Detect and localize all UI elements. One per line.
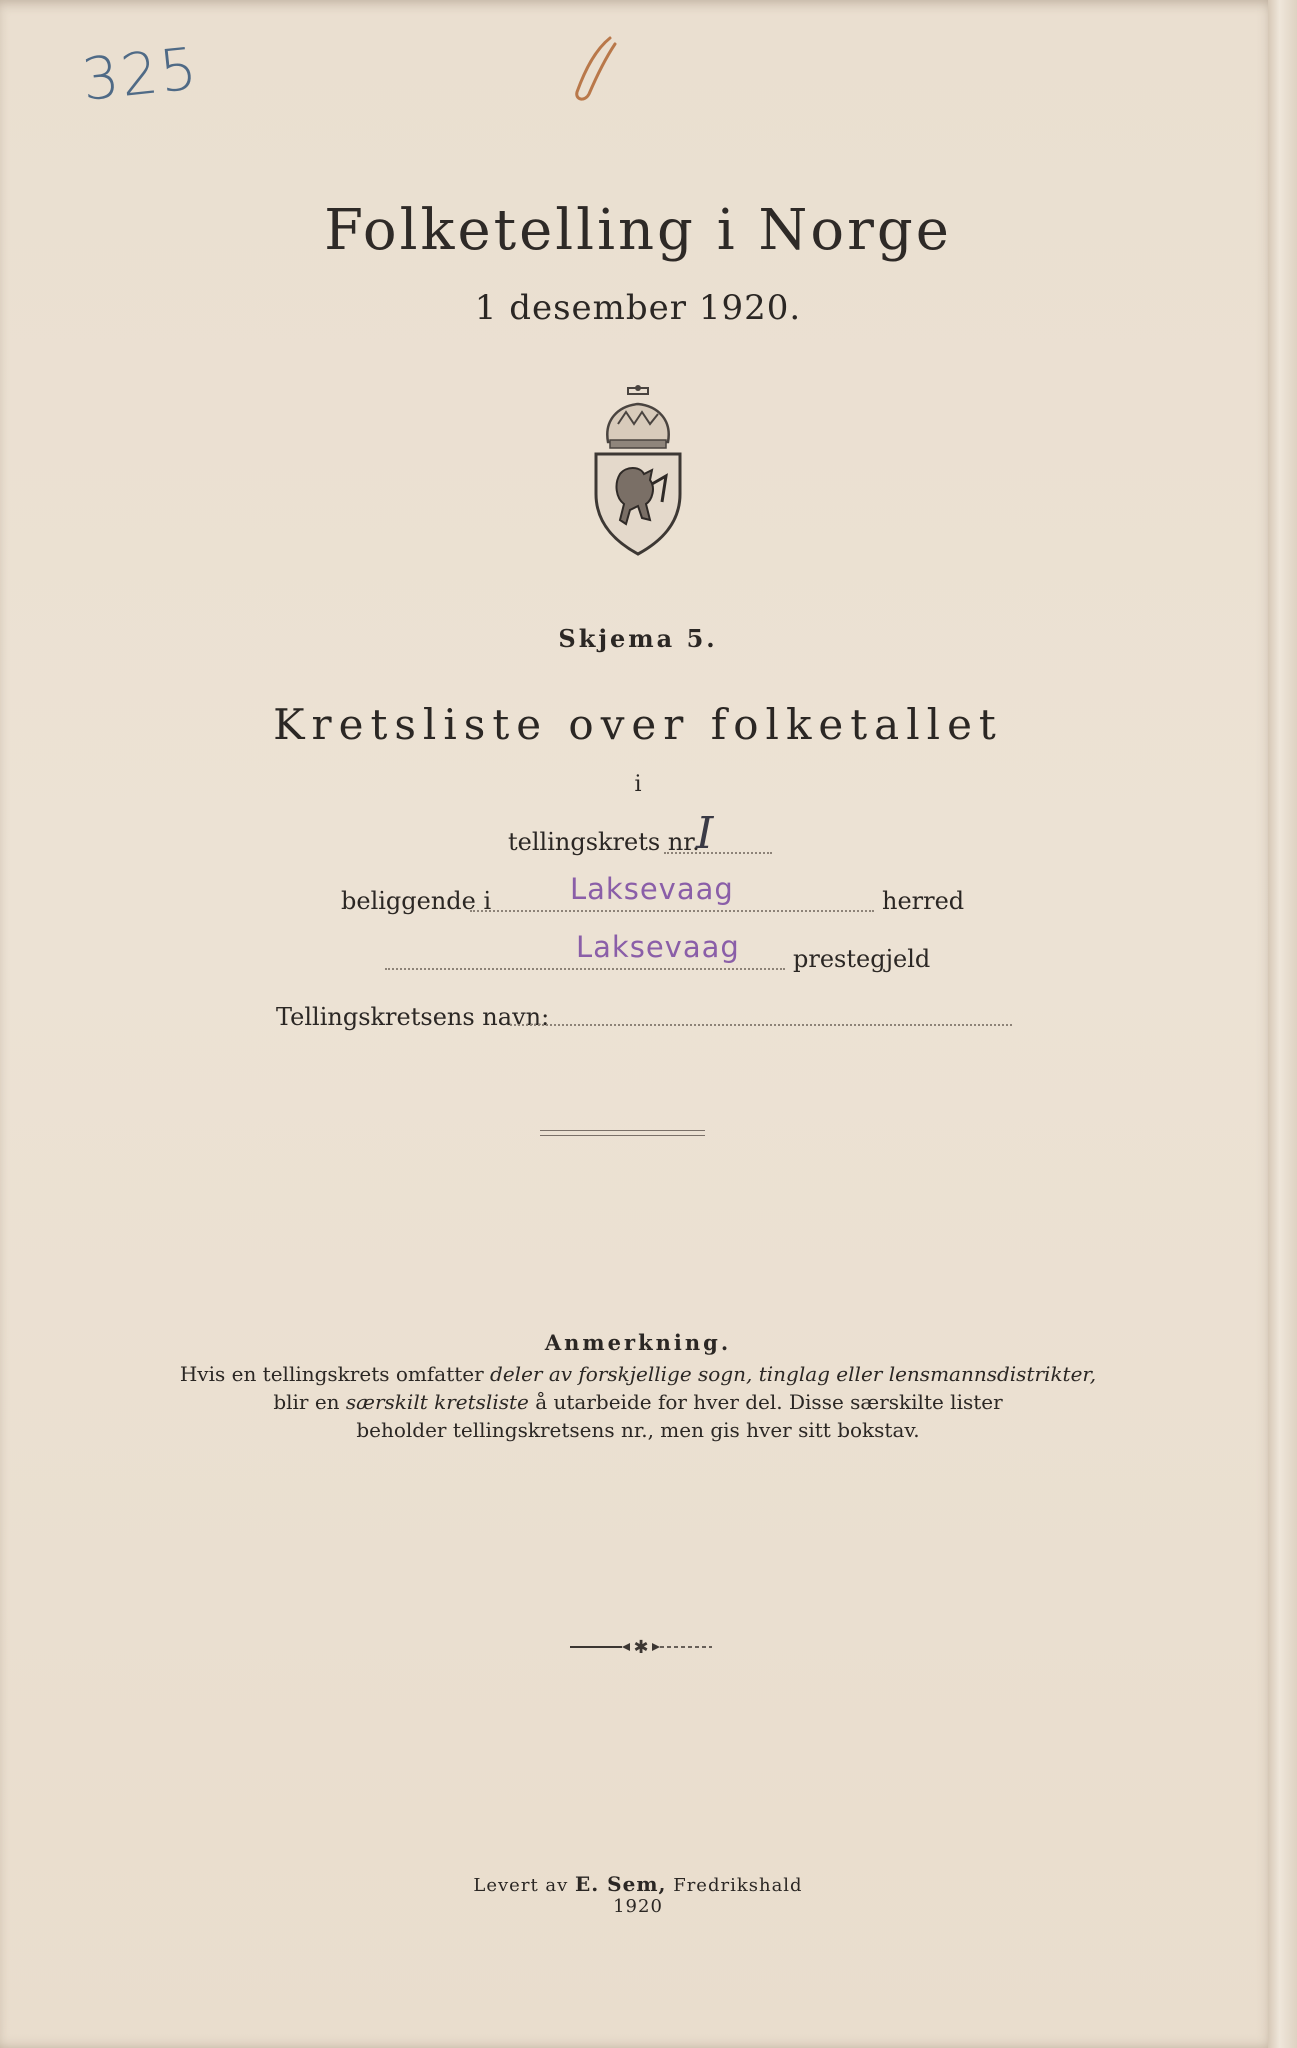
note-title: Anmerkning. — [544, 1330, 732, 1355]
note-line-2-text-a: blir en — [273, 1390, 346, 1414]
svg-text:✱: ✱ — [633, 1637, 649, 1657]
paperclip-mark-icon — [555, 30, 635, 110]
note-line-2-italic: særskilt kretsliste — [345, 1390, 529, 1414]
printer-year: 1920 — [613, 1896, 663, 1917]
page-edge-fold — [1268, 0, 1297, 2048]
handwritten-page-number: 325 — [78, 34, 202, 114]
page-title: Folketelling i Norge — [324, 198, 952, 263]
kretsnavn-label: Tellingskretsens navn: — [276, 1003, 550, 1031]
note-line-1 — [0, 1360, 1276, 1388]
prestegjeld-dotted-line — [385, 968, 785, 970]
note-line-2-text-c: å utarbeide for hver del. Disse særskilte lister — [528, 1390, 1003, 1414]
census-date: 1 desember 1920. — [474, 288, 802, 328]
beliggende-dotted-line — [470, 910, 874, 912]
printer-credit — [0, 1872, 1276, 1896]
herred-label: herred — [882, 887, 965, 915]
prestegjeld-label: prestegjeld — [793, 945, 931, 973]
prestegjeld-stamp-field[interactable]: Laksevaag — [576, 930, 740, 964]
note-line-1-italic: deler av forskjellige sogn, tinglag eller lensmannsdistrikter, — [490, 1362, 1097, 1386]
printer-place: Fredrikshald — [666, 1875, 803, 1896]
form-number: Skjema 5. — [558, 624, 718, 653]
tellingskrets-dotted-line — [664, 852, 772, 854]
norwegian-coat-of-arms-icon — [590, 384, 686, 556]
tellingskrets-label: tellingskrets nr. — [508, 828, 700, 856]
section-divider — [540, 1130, 705, 1136]
printer-name: E. Sem, — [575, 1872, 667, 1896]
note-line-2 — [0, 1388, 1276, 1416]
tellingskrets-number-field[interactable]: I — [696, 808, 714, 859]
form-heading: Kretsliste over folketallet — [273, 700, 1003, 749]
ornament-divider-icon — [566, 1637, 716, 1657]
preposition-i: i — [634, 772, 642, 797]
note-line-3: beholder tellingskretsens nr., men gis hver sitt bokstav. — [356, 1418, 920, 1442]
note-line-1-text: Hvis en tellingskrets omfatter — [179, 1362, 491, 1386]
herred-stamp-field[interactable]: Laksevaag — [570, 872, 734, 906]
beliggende-label: beliggende i — [341, 887, 492, 915]
printer-prefix: Levert av — [473, 1875, 576, 1896]
kretsnavn-field[interactable] — [510, 1024, 1012, 1026]
